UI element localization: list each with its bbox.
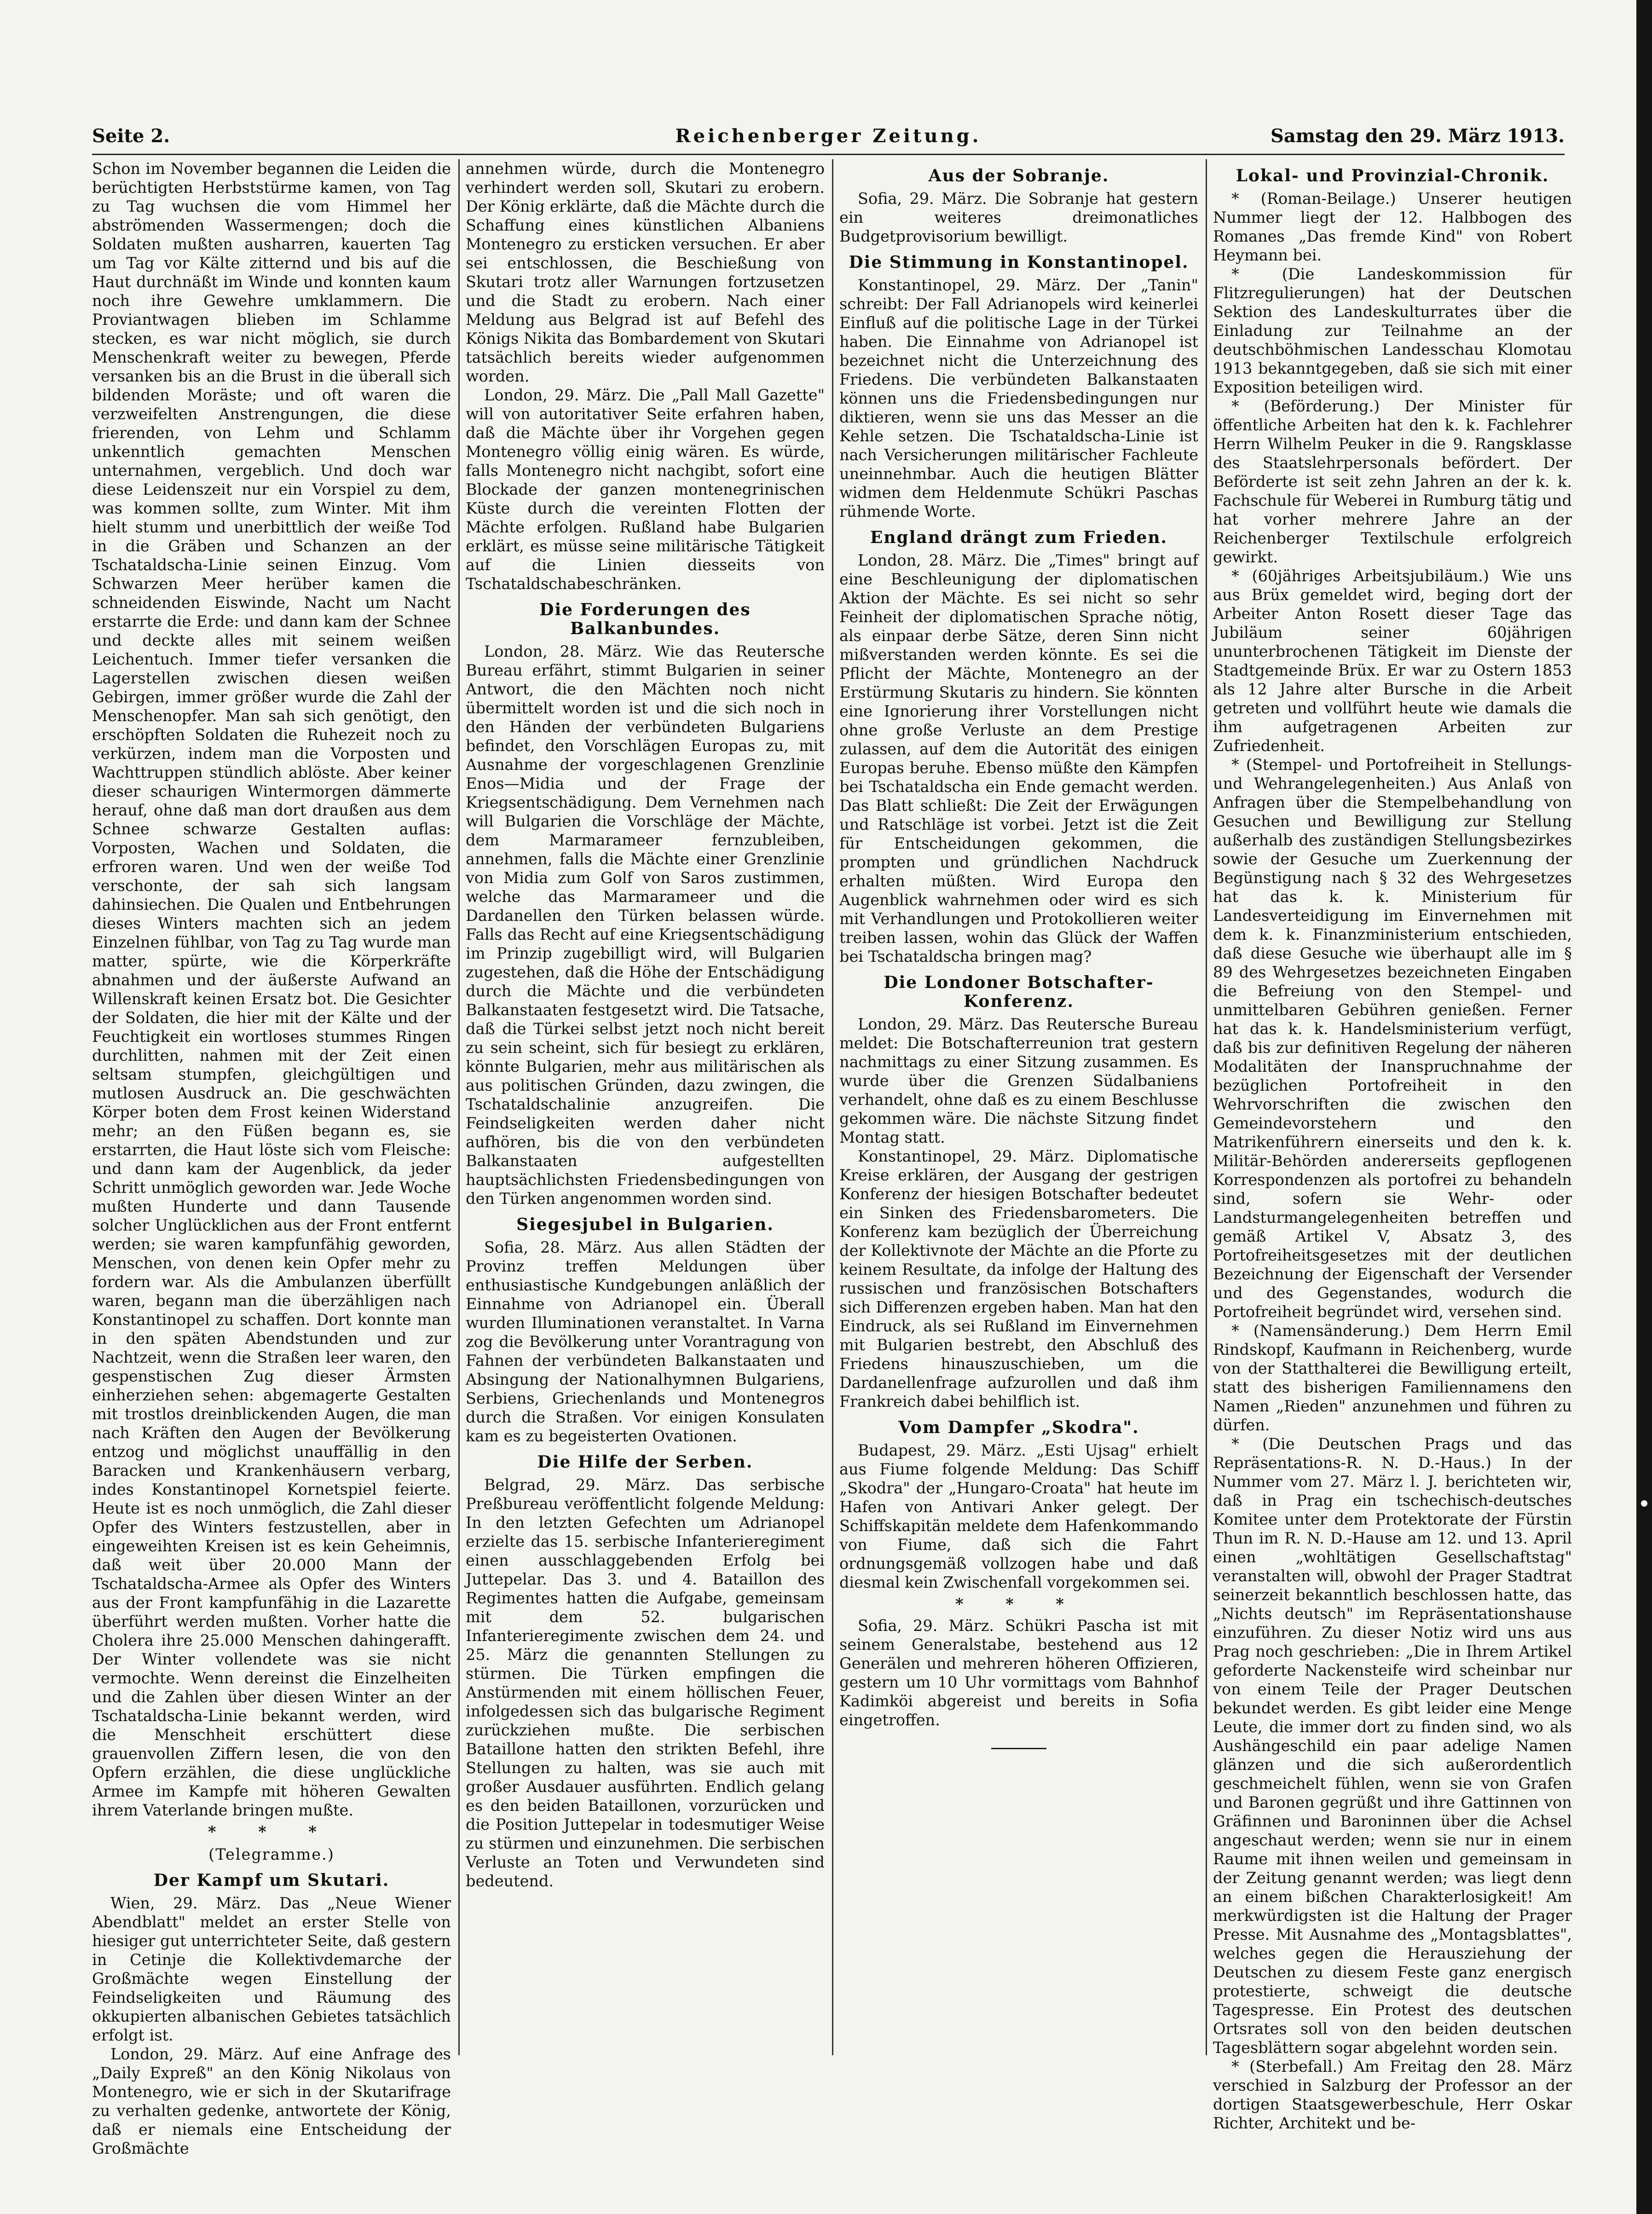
headline-lokal-chronik: Lokal- und Provinzial-Chronik.: [1236, 166, 1549, 185]
section-stars: * * *: [955, 1595, 1082, 1613]
article-text: London, 29. März. Die „Pall Mall Gazette" will von autoritativer Seite erfahren haben, daß die Mächte über ihr Vorgehen gegen Montenegro völlig einig wären. Es würde, falls Montenegro nicht nachgibt, sofort eine Blockade der ganzen montenegrinischen Küste durch die vereinten Flotten der Mächte erfolgen. Rußland habe Bulgarien erklärt, es müsse seine militärische Tätigkeit auf die Linien diesseits von Tschataldschabeschränken.: [466, 386, 825, 593]
article-text: annehmen würde, durch die Montenegro verhindert werden soll, Skutari zu erobern. Der König erklärte, daß die Mächte durch die Schaffung eines künstlichen Albaniens Montenegro zu ersticken versuchen. Er aber sei entschlossen, die Beschießung von Skutari trotz aller Warnungen fortzusetzen und die Stadt zu erobern. Nach einer Meldung aus Belgrad ist auf Befehl des Königs Nikita das Bombardement von Skutari tatsächlich bereits wieder aufgenommen worden.: [466, 160, 825, 385]
article-text: * (Namensänderung.) Dem Herrn Emil Rindskopf, Kaufmann in Reichenberg, wurde von der Statthalterei die Bewilligung erteilt, statt des bisherigen Familiennamens den Namen „Rieden" anzunehmen und führen zu dürfen.: [1213, 1322, 1572, 1434]
article-text: Sofia, 29. März. Die Sobranje hat gestern ein weiteres dreimonatliches Budgetprovisorium bewilligt.: [839, 190, 1198, 245]
column-1: [92, 159, 451, 2157]
article-text: * (Stempel- und Portofreiheit in Stellungs- und Wehrangelegenheiten.) Aus Anlaß von Anfragen über die Stempelbehandlung von Gesuchen und Bewilligung zur Stellung außerhalb des zuständigen Stellungsbezirkes sowie der Gesuche um Zuerkennung der Begünstigung nach § 32 des Wehrgesetzes hat das k. k. Ministerium für Landesverteidigung im Einvernehmen mit dem k. k. Finanzministerium entschieden, daß diese Gesuche wie überhaupt alle im § 89 des Wehrgesetzes bezeichneten Eingaben die Befreiung von den Stempel- und unmittelbaren Gebühren genießen. Ferner hat das k. k. Handelsministerium verfügt, daß bis zur definitiven Regelung der näheren Modalitäten der Inanspruchnahme der bezüglichen Portofreiheit in den Wehrvorschriften die zwischen den Gemeindevorstehern und den Matrikenführern einerseits und den k. k. Militär-Behörden andererseits gepflogenen Korrespondenzen als portofrei zu behandeln sind, sofern sie Wehr- oder Landsturmangelegenheiten betreffen und gemäß Artikel V, Absatz 3, des Portofreiheitsgesetzes mit der deutlichen Bezeichnung der Eigenschaft der Versender und des Gegenstandes, wodurch die Portofreiheit begründet wird, versehen sind.: [1213, 756, 1572, 1321]
article-text: * (Die Deutschen Prags und das Repräsentations-R. N. D.-Haus.) In der Nummer vom 27. März l. J. berichteten wir, daß in Prag ein tschechisch-deutsches Komitee unter dem Protektorate der Fürstin Thun im R. N. D.-Hause am 12. und 13. April einen „wohltätigen Gesellschaftstag" veranstalten will, obwohl der Prager Stadtrat seinerzeit bekanntlich beschlossen hatte, das „Nichts deutsch" im Repräsentationshause einzuführen. Zu dieser Notiz wird uns aus Prag noch geschrieben: „Die in Ihrem Artikel geforderte Nackensteife wird scheinbar nur von einem Teile der Prager Deutschen bekundet werden. Es gibt leider eine Menge Leute, die immer dort zu finden sind, wo als Aushängeschild ein paar adelige Namen glänzen und die sich außerordentlich geschmeichelt fühlen, wenn sie von Grafen und Baronen gegrüßt und ihre Gattinnen von Gräfinnen und Baroninnen über die Achsel angeschaut werden; wenn sie nur in einem Raume mit ihnen weilen und gemeinsam in der Zeitung genannt werden; was liegt denn an einem bißchen Charakterlosigkeit! Am merkwürdigsten ist die Haltung der Prager Presse. Mit Ausnahme des „Montagsblattes", welches gegen die Herausziehung der Deutschen zu diesem Feste ganz energisch protestierte, schweigt die deutsche Tagespresse. Ein Protest des deutschen Ortsrates soll von den beiden deutschen Tagesblättern sogar abgelehnt worden sein.: [1213, 1435, 1572, 2057]
headline-serben: Die Hilfe der Serben.: [537, 1452, 753, 1472]
article-text: * (Beförderung.) Der Minister für öffentliche Arbeiten hat den k. k. Fachlehrer Herrn Wilhelm Peuker in die 9. Rangsklasse des Staatslehrpersonals befördert. Der Beförderte ist seit zehn Jahren an der k. k. Fachschule für Weberei in Rumburg tätig und hat vorher mehrere Jahre an der Reichenberger Textilschule erfolgreich gewirkt.: [1213, 397, 1572, 566]
article-text: Konstantinopel, 29. März. Der „Tanin" schreibt: Der Fall Adrianopels wird keinerlei Einfluß auf die politische Lage in der Türkei haben. Die Einnahme von Adrianopel ist bezeichnet nicht die Unterzeichnung des Friedens. Die verbündeten Balkanstaaten können uns die Friedensbedingungen nur diktieren, wenn sie uns das Messer an die Kehle setzen. Die Tschataldscha-Linie ist nach Versicherungen militärischer Fachleute uneinnehmbar. Auch die heutigen Blätter widmen dem Heldenmute Schükri Paschas rühmende Worte.: [839, 276, 1198, 520]
headline-skutari: Der Kampf um Skutari.: [153, 1871, 390, 1890]
end-rule: [991, 1748, 1046, 1749]
page-number: Seite 2.: [92, 125, 170, 147]
column-divider: [1206, 159, 1207, 2055]
page-header: [92, 125, 1565, 153]
header-divider: [92, 154, 1565, 155]
article-text: Sofia, 29. März. Schükri Pascha ist mit seinem Generalstabe, bestehend aus 12 Generälen und mehreren höheren Offizieren, gestern um 10 Uhr vormittags vom Bahnhof Kadimköi abgereist und bereits in Sofia eingetroffen.: [839, 1617, 1198, 1729]
article-text: London, 28. März. Die „Times" bringt auf eine Beschleunigung der diplomatischen Aktion der Mächte. Es sei nicht so sehr Feinheit der diplomatischen Sprache nötig, als einpaar derbe Sätze, deren Sinn nicht mißverstanden werden könnte. Es sei die Pflicht der Mächte, Montenegro an der Erstürmung Skutaris zu hindern. Sie könnten eine Ignorierung ihrer Vorstellungen nicht ohne große Verluste an dem Prestige zulassen, auf dem die Autorität des einigen Europas beruhe. Ebenso müßte den Kämpfen bei Tschataldscha ein Ende gemacht werden. Das Blatt schließt: Die Zeit der Erwägungen und Ratschläge ist vorbei. Jetzt ist die Zeit für Entscheidungen gekommen, die prompten und gründlichen Nachdruck erhalten müßten. Wird Europa den Augenblick wahrnehmen oder wird es sich mit Verhandlungen und Protokollieren weiter treiben lassen, wohin das Glück der Waffen bei Tschataldscha bringen mag?: [839, 551, 1198, 965]
headline-england: England drängt zum Frieden.: [870, 528, 1168, 547]
article-text: Belgrad, 29. März. Das serbische Preßbureau veröffentlicht folgende Meldung: In den letzten Gefechten um Adrianopel erzielte das 15. serbische Infanterieregiment einen ausschlaggebenden Erfolg bei Juttepelar. Das 3. und 4. Bataillon des Regimentes hatten die Aufgabe, gemeinsam mit dem 52. bulgarischen Infanterieregimente zwischen dem 24. und 25. März die genannten Stellungen zu stürmen. Die Türken empfingen die Anstürmenden mit einem höllischen Feuer, infolgedessen sich das bulgarische Regiment zurückziehen mußte. Die serbischen Bataillone hatten den strikten Befehl, ihre Stellungen zu halten, was sie auch mit großer Ausdauer ausführten. Endlich gelang es den beiden Bataillonen, vorzurücken und die Position Juttepelar in todesmutiger Weise zu stürmen und einzunehmen. Die serbischen Verluste an Toten und Verwundeten sind bedeutend.: [466, 1476, 825, 1890]
newspaper-title: Reichenberger Zeitung.: [675, 125, 982, 147]
column-4: [1213, 159, 1572, 2132]
headline-sobranje: Aus der Sobranje.: [928, 166, 1109, 185]
article-text: London, 28. März. Wie das Reutersche Bureau erfährt, stimmt Bulgarien in seiner Antwort, die den Mächten noch nicht übermittelt worden ist und die sich noch in den Händen der verbündeten Bulgariens befindet, den Vorschlägen Europas zu, mit Ausnahme der vorgeschlagenen Grenzlinie Enos—Midia und der Frage der Kriegsentschädigung. Dem Vernehmen nach will Bulgarien die Vorschläge der Mächte, dem Marmarameer fernzubleiben, annehmen, falls die Mächte einer Grenzlinie von Midia zum Golf von Saros zustimmen, welche das Marmarameer und die Dardanellen den Türken belassen würde. Falls das Recht auf eine Kriegsentschädigung im Prinzip zugebilligt wird, will Bulgarien zugestehen, daß die Höhe der Entschädigung durch die Mächte und die verbündeten Balkanstaaten festgesetzt wird. Die Tatsache, daß die Türkei selbst jetzt noch nicht bereit zu sein scheint, sich für besiegt zu erklären, könnte Bulgarien, mehr aus militärischen als aus politischen Gründen, dazu zwingen, die Tschataldschalinie anzugreifen. Die Feindseligkeiten werden daher nicht aufhören, bis die von den verbündeten Balkanstaaten aufgestellten hauptsächlichsten Friedensbedingungen von den Türken angenommen worden sind.: [466, 642, 825, 1208]
article-text: Sofia, 28. März. Aus allen Städten der Provinz treffen Meldungen über enthusiastische Kundgebungen anläßlich der Einnahme von Adrianopel ein. Überall wurden Illuminationen veranstaltet. In Varna zog die Bevölkerung unter Vorantragung von Fahnen der verbündeten Balkanstaaten und Absingung der Nationalhymnen Bulgariens, Serbiens, Griechenlands und Montenegros durch die Straßen. Vor einigen Konsulaten kam es zu begeisterten Ovationen.: [466, 1238, 825, 1445]
column-2: [466, 159, 825, 2000]
scan-hole: [1641, 1500, 1647, 1507]
article-text: Konstantinopel, 29. März. Diplomatische Kreise erklären, der Ausgang der gestrigen Konferenz der hiesigen Botschafter bedeutet ein Sinken des Friedensbarometers. Die Konferenz kam bezüglich der Überreichung der Kollektivnote der Mächte an die Pforte zu keinem Resultate, da infolge der Haltung des russischen und französischen Botschafters sich Differenzen ergeben haben. Man hat den Eindruck, als sei Rußland im Einvernehmen mit Bulgarien bestrebt, den Abschluß des Friedens hinauszuschieben, um die Dardanellenfrage aufzurollen und daß ihm Frankreich dabei behilflich ist.: [839, 1147, 1198, 1410]
article-text: London, 29. März. Das Reutersche Bureau meldet: Die Botschafterreunion trat gestern nachmittags zu einer Sitzung zusammen. Es wurde über die Grenzen Südalbaniens verhandelt, ohne daß es zu einem Beschlusse gekommen wäre. Die nächste Sitzung findet Montag statt.: [839, 1015, 1198, 1146]
headline-bulgarien: Siegesjubel in Bulgarien.: [516, 1215, 774, 1234]
article-text: * (Die Landeskommission für Flitzregulierungen) hat der Deutschen Sektion des Landeskulturrates über die Einladung zur Teilnahme an der deutschböhmischen Landesschau Klomotau 1913 bekanntgegeben, daß sie sich mit einer Exposition beteiligen wird.: [1213, 265, 1572, 396]
scan-edge: [1636, 0, 1652, 2214]
headline-konstantinopel: Die Stimmung in Konstantinopel.: [849, 253, 1189, 272]
headline-botschafter: Die Londoner Botschafter-Konferenz.: [884, 973, 1154, 1011]
article-text: * (Roman-Beilage.) Unserer heutigen Nummer liegt der 12. Halbbogen des Romanes „Das fremde Kind" von Robert Heymann bei.: [1213, 190, 1572, 264]
article-text: Wien, 29. März. Das „Neue Wiener Abendblatt" meldet an erster Stelle von hiesiger gut unterrichteter Seite, daß gestern in Cetinje die Kollektivdemarche der Großmächte wegen Einstellung der Feindseligkeiten und Räumung des okkupierten albanischen Gebietes tatsächlich erfolgt ist.: [92, 1894, 451, 2044]
article-text: Schon im November begannen die Leiden die berüchtigten Herbststürme kamen, von Tag zu Tag wuchsen die vom Himmel her abströmenden Wassermengen; doch die Soldaten mußten ausharren, kauerten Tag um Tag vor Kälte zitternd und bis auf die Haut durchnäßt im Winde und konnten kaum noch ihre Gewehre umklammern. Die Proviantwagen blieben im Schlamme stecken, es war nicht möglich, sie durch Menschenkraft weiter zu bewegen, Pferde versanken bis an die Brust in die überall sich bildenden Moräste; und oft waren die verzweifelten Anstrengungen, die diese frierenden, von Lehm und Schlamm unkenntlich gemachten Menschen unternahmen, vergeblich. Und doch war diese Leidenszeit nur ein Vorspiel zu dem, was kommen sollte, zum Winter. Mit ihm hielt stumm und unerbittlich der weiße Tod in die Gräben und Schanzen an der Tschataldscha-Linie seinen Einzug. Vom Schwarzen Meer herüber kamen die schneidenden Eiswinde, Nacht um Nacht erstarrte die Erde: und dann kam der Schnee und deckte alles mit seinem weißen Leichentuch. Immer tiefer versanken die Lagerstellen zwischen diesen weißen Gebirgen, immer größer wurde die Zahl der Menschenopfer. Man sah sich genötigt, den erschöpften Soldaten die Ruhezeit noch zu verkürzen, indem man die Vorposten und Wachttruppen stündlich ablöste. Aber keiner dieser schaurigen Wintermorgen dämmerte herauf, ohne daß man dort draußen aus dem Schnee schwarze Gestalten auflas: Vorposten, Wachen und Soldaten, die erfroren waren. Und wen der weiße Tod verschonte, der sah sich langsam dahinsiechen. Die Qualen und Entbehrungen dieses Winters machten sich an jedem Einzelnen fühlbar, von Tag zu Tag wurde man matter, spürte, wie die Körperkräfte abnahmen und der äußerste Aufwand an Willenskraft keinen Ersatz bot. Die Gesichter der Soldaten, die hier mit der Kälte und der Feuchtigkeit ein wortloses stummes Ringen durchlitten, nahmen mit der Zeit einen seltsam stumpfen, gleichgültigen und mutlosen Ausdruck an. Die geschwächten Körper boten dem Frost keinen Widerstand mehr; an den Füßen begann es, sie erstarrten, die Haut löste sich vom Fleische: und dann kam der Augenblick, da jeder Schritt unmöglich geworden war. Jede Woche mußten Hunderte und dann Tausende solcher Unglücklichen aus der Front entfernt werden; sie waren kampfunfähig geworden, Menschen, von denen kein Opfer mehr zu fordern war. Als die Ambulanzen überfüllt waren, begann man die überzähligen nach Konstantinopel zu schaffen. Dort konnte man in den späten Abendstunden und zur Nachtzeit, wenn die Straßen leer waren, den gespenstischen Zug dieser Ärmsten einherziehen sehen: abgemagerte Gestalten mit trostlos dreinblickenden Augen, die man nach Kräften den Augen der Bevölkerung entzog und möglichst unauffällig in den Baracken und Krankenhäusern verbarg, indes Konstantinopel Kornetspiel feierte. Heute ist es noch unmöglich, die Zahl dieser Opfer des Winters festzustellen, aber in eingeweihten Kreisen ist es kein Geheimnis, daß weit über 20.000 Mann der Tschataldscha-Armee als Opfer des Winters aus der Front kampfunfähig in die Lazarette überführt werden mußten. Vorher hatte die Cholera ihre 25.000 Menschen dahingerafft. Der Winter vollendete was sie nicht vermochte. Wenn dereinst die Einzelheiten und die Zahlen über diesen Winter an der Tschataldscha-Linie bekannt werden, wird die Menschheit erschüttert diese grauenvollen Ziffern lesen, die von den Opfern erzählen, die diese unglückliche Armee im Kampfe mit höheren Gewalten ihrem Vaterlande bringen mußte.: [92, 160, 451, 1819]
article-text: Budapest, 29. März. „Esti Ujsag" erhielt aus Fiume folgende Meldung: Das Schiff „Skodra" der „Hungaro-Croata" hat heute im Hafen von Antivari Anker gelegt. Der Schiffskapitän meldete dem Hafenkommando von Fiume, daß sich die Fahrt ordnungsgemäß vollzogen habe und daß diesmal kein Zwischenfall vorgekommen sei.: [839, 1441, 1198, 1591]
article-text: * (60jähriges Arbeitsjubiläum.) Wie uns aus Brüx gemeldet wird, beging dort der Arbeiter Anton Rosett dieser Tage das Jubiläum seiner 60jährigen ununterbrochenen Tätigkeit im Dienste der Stadtgemeinde Brüx. Er war zu Ostern 1853 als 12 Jahre alter Bursche in die Arbeit getreten und vollführt heute wie damals die ihm aufgetragenen Arbeiten zur Zufriedenheit.: [1213, 567, 1572, 755]
headline-balkanbund: Die Forderungen des Balkanbundes.: [539, 600, 751, 638]
column-divider: [832, 159, 833, 2055]
column-divider: [458, 159, 460, 2055]
column-3: [839, 159, 1198, 2000]
telegram-label: (Telegramme.): [208, 1845, 335, 1863]
issue-date: Samstag den 29. März 1913.: [1270, 125, 1565, 147]
article-text: * (Sterbefall.) Am Freitag den 28. März verschied in Salzburg der Professor an der dortigen Staatsgewerbeschule, Herr Oskar Richter, Architekt und be-: [1213, 2058, 1572, 2132]
headline-skodra: Vom Dampfer „Skodra".: [898, 1418, 1139, 1437]
article-text: London, 29. März. Auf eine Anfrage des „Daily Expreß" an den König Nikolaus von Montenegro, wie er sich in der Skutarifrage zu verhalten gedenke, antwortete der König, daß er niemals eine Entscheidung der Großmächte: [92, 2045, 451, 2157]
section-stars: * * *: [208, 1823, 335, 1841]
